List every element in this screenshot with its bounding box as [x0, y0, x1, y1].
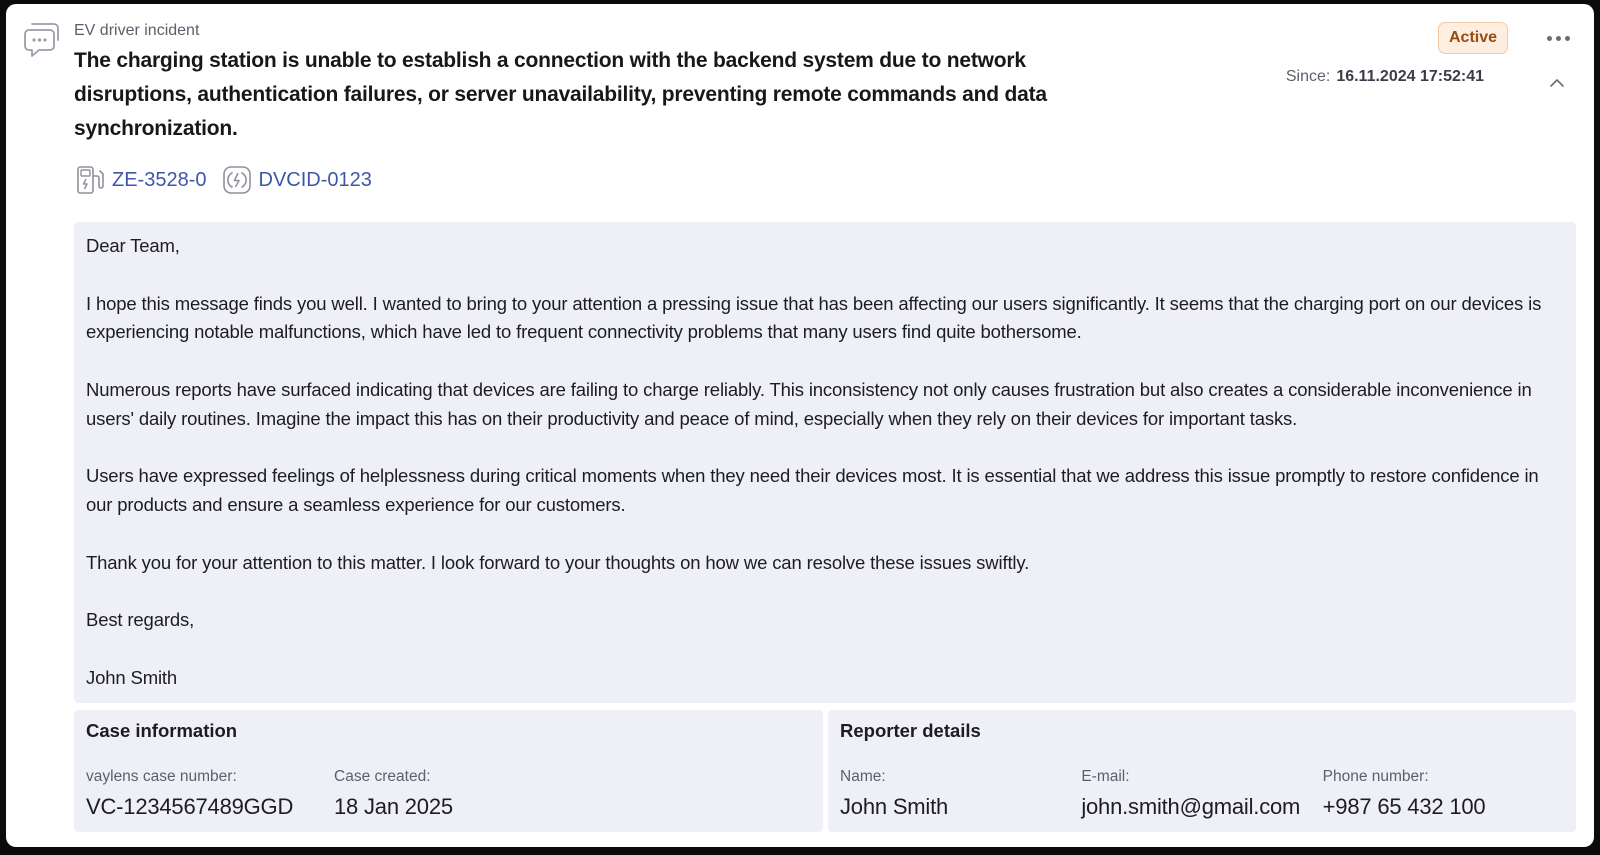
reporter-phone-label: Phone number:: [1322, 768, 1429, 785]
incident-category: EV driver incident: [74, 22, 200, 39]
reporter-email-field: [1081, 768, 1322, 820]
case-information-title: Case information: [86, 720, 238, 741]
more-dot: [1565, 36, 1570, 41]
device-id: DVCID-0123: [258, 168, 372, 191]
charging-station-id: ZE-3528-0: [112, 168, 207, 191]
case-created-field: [334, 768, 582, 820]
more-dot: [1556, 36, 1561, 41]
since-label: Since:: [1285, 68, 1331, 85]
charging-station-icon: [74, 164, 106, 196]
case-created-value: 18 Jan 2025: [334, 794, 453, 819]
reporter-phone-value: +987 65 432 100: [1322, 794, 1486, 819]
status-badge: Active: [1438, 22, 1508, 54]
since-value: 16.11.2024 17:52:41: [1336, 68, 1484, 85]
more-dots-icon: [1547, 36, 1552, 41]
reporter-details-title: Reporter details: [840, 720, 981, 741]
case-number-value: VC-1234567489GGD: [86, 794, 294, 819]
reporter-email-label: E-mail:: [1081, 768, 1130, 785]
case-information-panel: [74, 710, 823, 832]
incident-title: The charging station is unable to establish a connection with the backend system due to network disruptions, authentication failures, or server unavailability, preventing remote commands and data synchronization.: [74, 49, 1047, 140]
since-timestamp: [1286, 68, 1484, 86]
chat-bubbles-icon: [24, 20, 62, 60]
incident-card: [6, 4, 1594, 847]
device-charge-icon: [221, 164, 253, 196]
message-greeting: Dear Team,: [86, 235, 180, 256]
case-created-label: Case created:: [334, 768, 431, 785]
reporter-name-label: Name:: [840, 768, 886, 785]
reference-links: [74, 162, 386, 198]
reporter-phone-field: [1323, 768, 1564, 820]
reporter-email-value: john.smith@gmail.com: [1081, 794, 1301, 819]
case-number-field: [86, 768, 334, 820]
incident-message: [74, 222, 1576, 703]
message-paragraph: Thank you for your attention to this matter. I look forward to your thoughts on how we can resolve these issues swiftly.: [86, 551, 1030, 573]
message-paragraph: Users have expressed feelings of helplessness during critical moments when they need their devices most. It is essential that we address this issue promptly to restore confidence in our products and ensure a seamless experience for our customers.: [86, 465, 1539, 516]
message-signature: John Smith: [86, 666, 178, 688]
message-closing: Best regards,: [86, 609, 195, 631]
reporter-name-field: [840, 768, 1081, 820]
reporter-name-value: John Smith: [840, 794, 949, 819]
collapse-chevron-up-icon[interactable]: [1546, 74, 1568, 92]
device-link[interactable]: [221, 164, 372, 196]
message-paragraph: Numerous reports have surfaced indicating that devices are failing to charge reliably. This inconsistency not only causes frustration but also creates a considerable inconvenience in users' daily routines. Imagine the impact this has on their productivity and peace of mind, especially when they rely on their devices for important tasks.: [86, 378, 1532, 429]
more-options-button[interactable]: [1542, 26, 1574, 50]
reporter-details-panel: [828, 710, 1576, 832]
charging-station-link[interactable]: [74, 164, 207, 196]
case-number-label: vaylens case number:: [86, 768, 237, 785]
message-paragraph: I hope this message finds you well. I wanted to bring to your attention a pressing issue that has been affecting our users significantly. It seems that the charging port on our devices is experiencing notable malfunctions, which have led to frequent connectivity problems that many users find quite bothersome.: [86, 292, 1542, 343]
